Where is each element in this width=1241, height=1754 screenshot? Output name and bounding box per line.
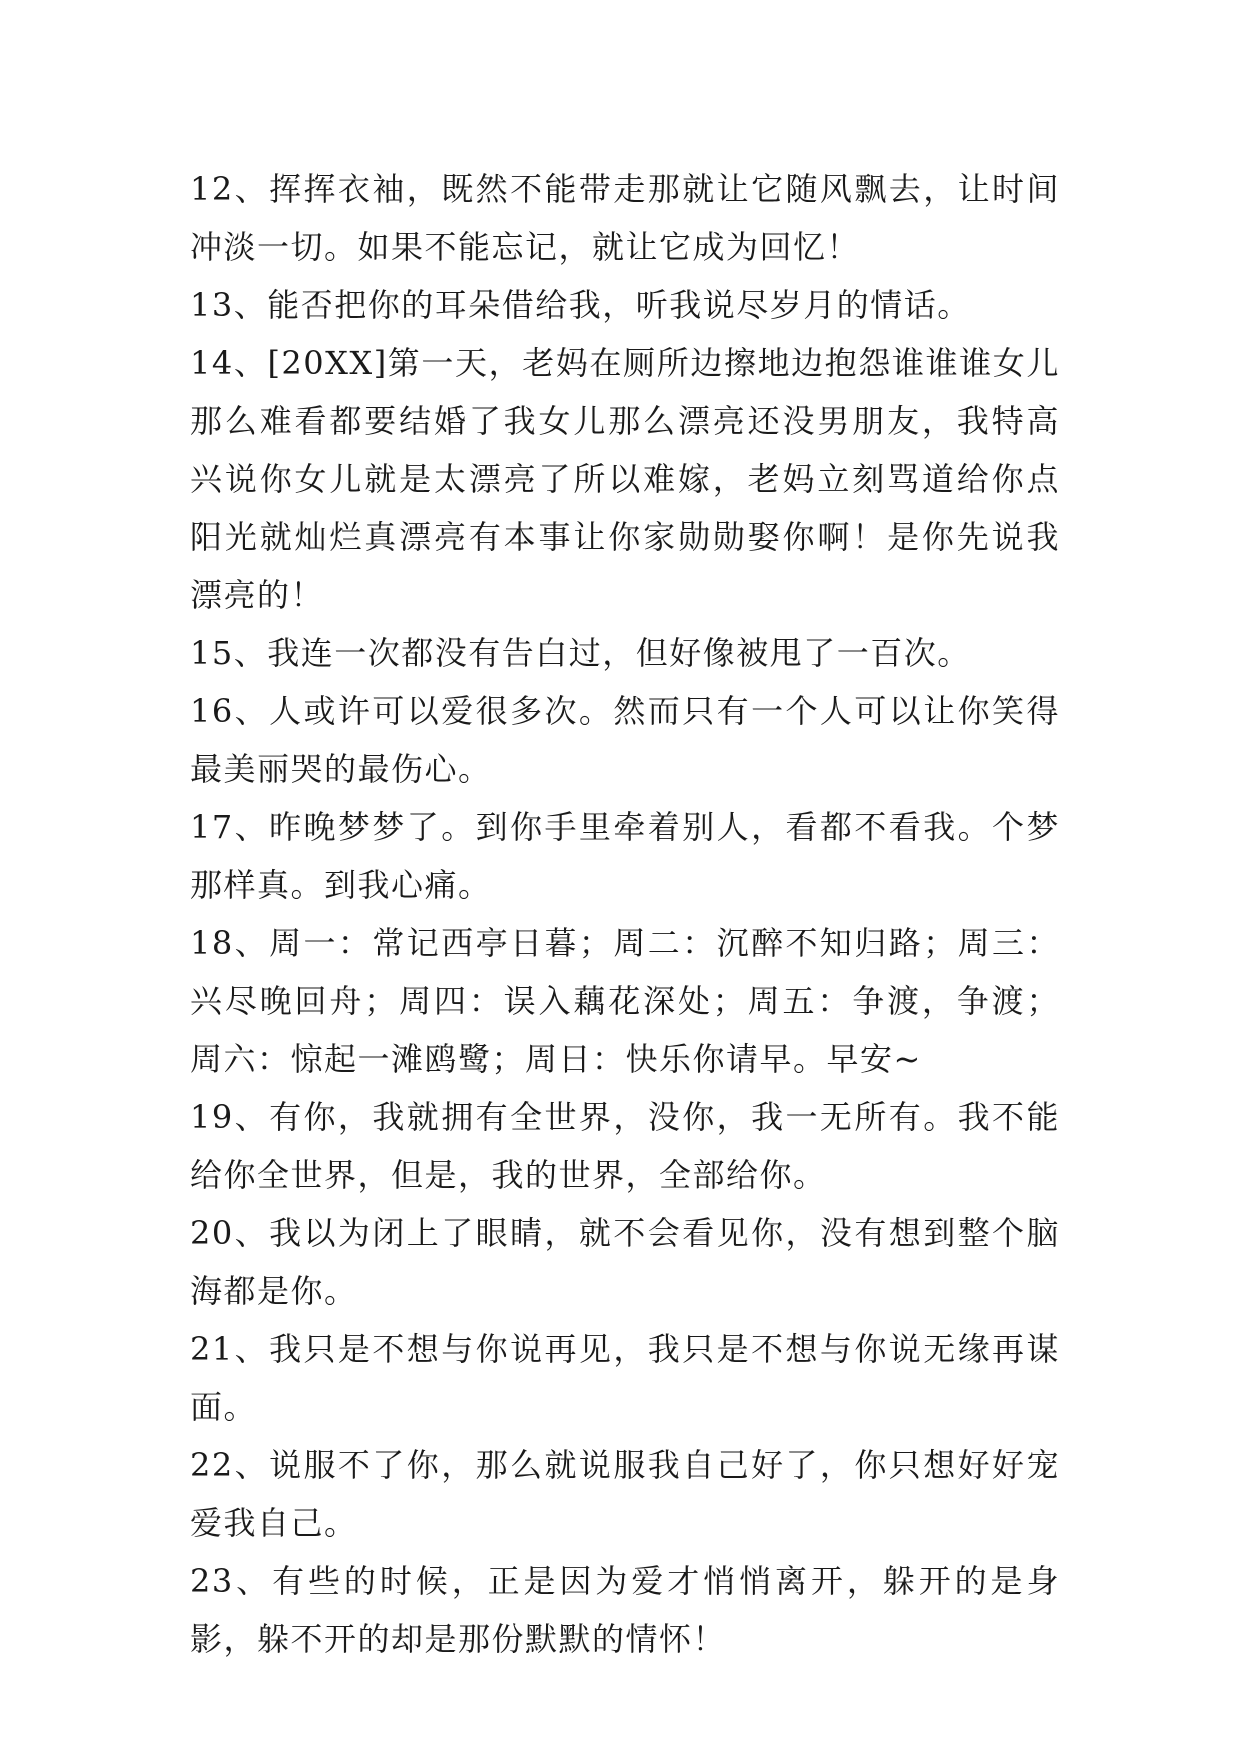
- entry-17: 17、昨晚梦梦了。到你手里牵着别人，看都不看我。个梦那样真。到我心痛。: [190, 808, 1060, 904]
- document-body: [190, 160, 1060, 1668]
- entry-13: 13、能否把你的耳朵借给我，听我说尽岁月的情话。: [190, 286, 971, 324]
- entry-16: 16、人或许可以爱很多次。然而只有一个人可以让你笑得最美丽哭的最伤心。: [190, 692, 1060, 788]
- entry-19: 19、有你，我就拥有全世界，没你，我一无所有。我不能给你全世界，但是，我的世界，全部给你。: [190, 1098, 1060, 1194]
- entry-23: 23、有些的时候，正是因为爱才悄悄离开，躲开的是身影，躲不开的却是那份默默的情怀！: [190, 1562, 1060, 1658]
- entry-18: 18、周一：常记西亭日暮；周二：沉醉不知归路；周三：兴尽晚回舟；周四：误入藕花深处；周五：争渡，争渡；周六：惊起一滩鸥鹭；周日：快乐你请早。早安~: [190, 924, 1060, 1078]
- entry-21: 21、我只是不想与你说再见，我只是不想与你说无缘再谋面。: [190, 1330, 1060, 1426]
- entry-12: 12、挥挥衣袖，既然不能带走那就让它随风飘去，让时间冲淡一切。如果不能忘记，就让它成为回忆！: [190, 170, 1060, 266]
- entry-15: 15、我连一次都没有告白过，但好像被甩了一百次。: [190, 634, 971, 672]
- entry-20: 20、我以为闭上了眼睛，就不会看见你，没有想到整个脑海都是你。: [190, 1214, 1060, 1310]
- entry-14: 14、[20XX]第一天，老妈在厕所边擦地边抱怨谁谁谁女儿那么难看都要结婚了我女儿那么漂亮还没男朋友，我特高兴说你女儿就是太漂亮了所以难嫁，老妈立刻骂道给你点阳光就灿烂真漂亮有本事让你家勋勋娶你啊！是你先说我漂亮的！: [190, 344, 1060, 614]
- entry-22: 22、说服不了你，那么就说服我自己好了，你只想好好宠爱我自己。: [190, 1446, 1060, 1542]
